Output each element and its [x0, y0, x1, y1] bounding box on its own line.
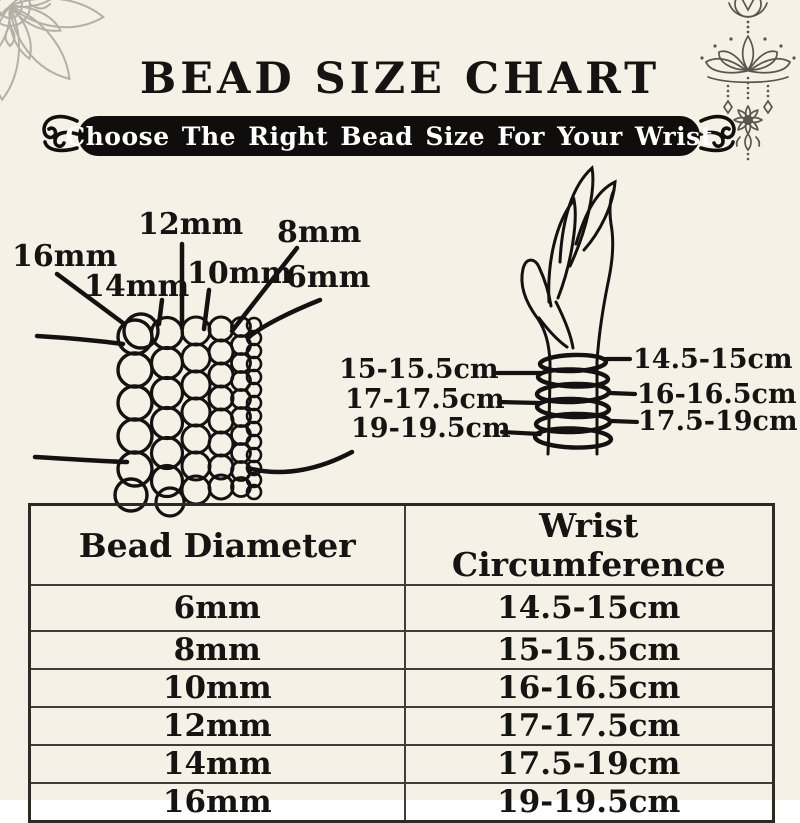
table-cell-bead: 14mm — [30, 745, 405, 783]
bead-size-label-6mm: 6mm — [286, 260, 371, 295]
table-cell-bead: 10mm — [30, 669, 405, 707]
table-row — [30, 707, 774, 745]
wrist-size-label-left-2: 17-17.5cm — [345, 384, 505, 415]
table-cell-bead: 16mm — [30, 783, 405, 822]
wrist-size-label-right-2: 16-16.5cm — [637, 379, 797, 410]
table-cell-wrist: 17-17.5cm — [405, 707, 774, 745]
table-cell-bead: 8mm — [30, 631, 405, 669]
table-cell-bead: 12mm — [30, 707, 405, 745]
wrist-size-label-left-3: 19-19.5cm — [351, 413, 511, 444]
table-header-bead-diameter: Bead Diameter — [30, 505, 405, 586]
table-cell-wrist: 14.5-15cm — [405, 585, 774, 631]
table-row — [30, 585, 774, 631]
bead-size-label-10mm: 10mm — [187, 256, 293, 291]
table-cell-wrist: 15-15.5cm — [405, 631, 774, 669]
star-flower-icon — [734, 106, 762, 134]
bead-size-label-14mm: 14mm — [84, 269, 190, 304]
bead-size-label-12mm: 12mm — [138, 207, 244, 242]
table-cell-bead: 6mm — [30, 585, 405, 631]
table-row — [30, 631, 774, 669]
hand-illustration — [497, 168, 637, 454]
banner-pill — [65, 116, 713, 156]
wrist-size-label-right-1: 14.5-15cm — [633, 344, 793, 375]
table-row — [30, 783, 774, 822]
size-table — [28, 503, 775, 823]
wrist-size-label-left-1: 15-15.5cm — [339, 354, 499, 385]
wrist-size-label-right-3: 17.5-19cm — [638, 406, 798, 437]
banner-text: Choose The Right Bead Size For Your Wrist — [65, 121, 713, 151]
table-cell-wrist: 17.5-19cm — [405, 745, 774, 783]
table-cell-wrist: 19-19.5cm — [405, 783, 774, 822]
bracelet-coils — [535, 354, 612, 449]
bead-size-label-16mm: 16mm — [12, 239, 118, 274]
table-header-wrist-circumference: Wrist Circumference — [405, 505, 774, 586]
table-header-row — [30, 505, 774, 586]
page-title: BEAD SIZE CHART — [139, 54, 661, 104]
bead-size-label-8mm: 8mm — [277, 215, 362, 250]
table-cell-wrist: 16-16.5cm — [405, 669, 774, 707]
table-row — [30, 745, 774, 783]
table-row — [30, 669, 774, 707]
